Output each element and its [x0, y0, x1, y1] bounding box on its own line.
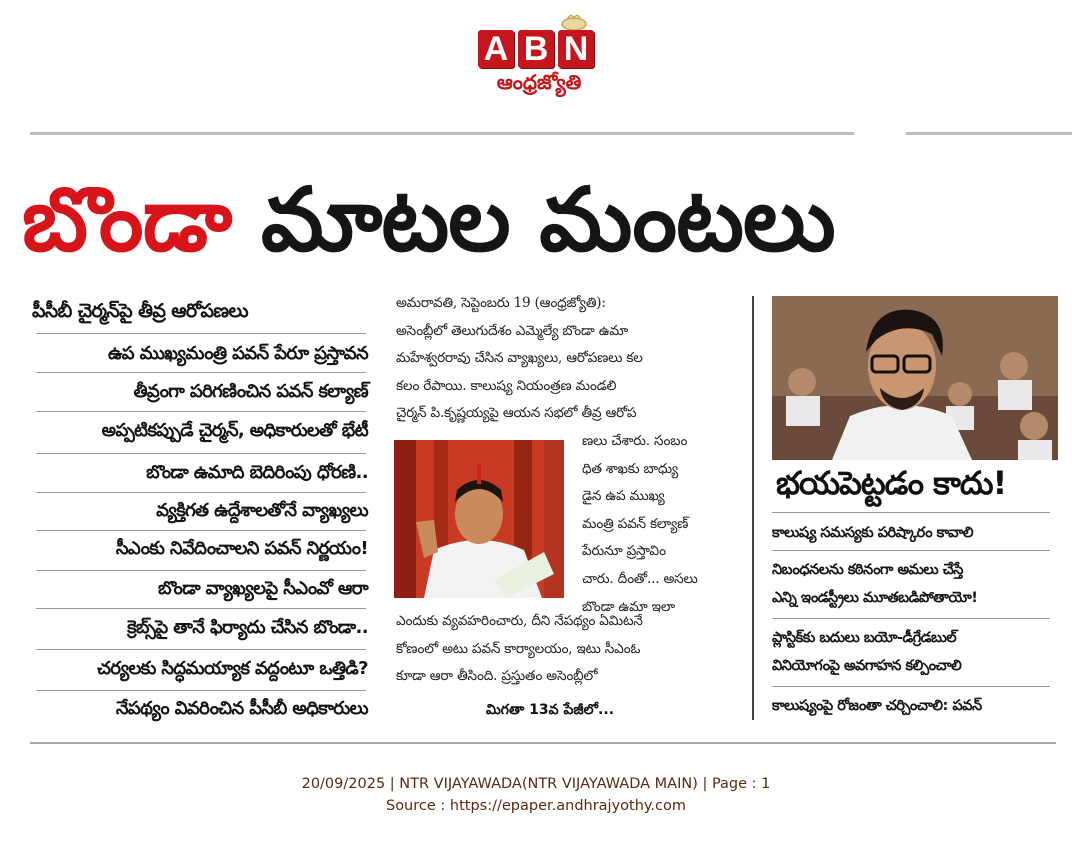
article-line: చైర్మన్ పి.కృష్ణయ్యపై ఆయన సభలో తీవ్ర ఆరోప: [396, 405, 637, 422]
right-separator: [772, 512, 1050, 513]
deck-line: బొండా వ్యాఖ్యలపై సీఎంవో ఆరా: [157, 578, 368, 599]
article-line: చారు. దీంతో... అసలు: [582, 570, 698, 587]
logo-letter-b: B: [518, 30, 554, 68]
right-line: కాలుష్యంపై రోజంతా చర్చించాలి: పవన్: [772, 698, 982, 714]
deck-separator: [36, 530, 366, 531]
article-line: కలం రేపాయి. కాలుష్య నియంత్రణ మండలి: [396, 377, 617, 394]
article-line: పేరునూ ప్రస్తావిం: [582, 543, 666, 560]
logo-subtitle: ఆంధ్రజ్యోతి: [496, 70, 582, 94]
footer-source: Source : https://epaper.andhrajyothy.com: [385, 798, 687, 814]
article-line: అమరావతి, సెప్టెంబరు 19 (ఆంధ్రజ్యోతి):: [396, 295, 606, 311]
right-separator: [772, 686, 1050, 687]
logo-letter-n: N: [558, 30, 594, 68]
headline: [22, 160, 1062, 280]
deck-separator: [36, 333, 366, 334]
deck-line: క్రెబ్స్‌పై తానే ఫిర్యాదు చేసిన బొండా..: [127, 617, 368, 638]
cup-icon: [558, 8, 590, 32]
article-line: ఎందుకు వ్యవహరించారు, దీని నేపథ్యం ఏమిటనే: [396, 613, 643, 629]
article-line: అసెంబ్లీలో తెలుగుదేశం ఎమ్మెల్యే బొండా ఉమా: [396, 322, 628, 339]
right-line: వినియోగంపై అవగాహన కల్పించాలి: [772, 658, 962, 674]
right-separator: [772, 618, 1050, 619]
deck-separator: [36, 608, 366, 609]
deck-separator: [36, 411, 366, 412]
deck-line: బొండా ఉమాది బెదిరింపు ధోరణి..: [146, 462, 368, 483]
right-line: ఎన్ని ఇండస్ట్రీలు మూతబడిపోతాయో!: [772, 590, 978, 606]
footer-dateline: 20/09/2025 | NTR VIJAYAWADA(NTR VIJAYAWADA MAIN) | Page : 1: [301, 776, 771, 792]
deck-line: అప్పటికప్పుడే చైర్మన్, అధికారులతో భేటీ: [101, 420, 368, 441]
right-line: ప్లాస్టిక్‌కు బదులు బయో-డీగ్రేడబుల్: [772, 630, 957, 646]
article-side: [582, 428, 738, 621]
deck-separator: [36, 570, 366, 571]
deck-line: వ్యక్తిగత ఉద్దేశాలతోనే వ్యాఖ్యలు: [156, 500, 368, 521]
deck-line: చర్యలకు సిద్ధమయ్యాక వద్దంటూ ఒత్తిడి?: [97, 658, 368, 679]
top-rule-left: [30, 132, 854, 135]
deck-separator: [36, 649, 366, 650]
article-line: కూడా ఆరా తీసింది. ప్రస్తుతం అసెంబ్లీలో: [396, 668, 598, 685]
deck-line: నేపథ్యం వివరించిన పీసీబీ అధికారులు: [115, 698, 368, 719]
headline-red: బొండా: [22, 168, 232, 271]
article-line: కోణంలో అటు పవన్ కార్యాలయం, ఇటు సీఎంఓ: [396, 640, 641, 657]
deck-separator: [36, 372, 366, 373]
right-separator: [772, 550, 1050, 551]
article-line: డైన ఉప ముఖ్య: [582, 488, 665, 505]
headline-black: మాటల మంటలు: [260, 168, 835, 271]
deck-line: సీఎంకు నివేదించాలని పవన్ నిర్ణయం!: [115, 538, 368, 559]
article-photo: [394, 440, 564, 598]
continued-note: మిగతా 13వ పేజీలో...: [486, 702, 615, 718]
bottom-rule: [30, 742, 1056, 744]
article-top: [396, 290, 736, 428]
logo-letter-a: A: [478, 30, 514, 68]
pawan-photo: [772, 296, 1058, 460]
deck-separator: [36, 453, 366, 454]
article-line: బొండా ఉమా ఇలా: [582, 598, 675, 615]
article-bottom: [396, 608, 736, 691]
deck-line: పీసీబీ చైర్మన్‌పై తీవ్ర ఆరోపణలు: [32, 300, 248, 322]
column-divider: [752, 296, 754, 720]
abn-logo: [470, 8, 610, 108]
deck-line: తీవ్రంగా పరిగణించిన పవన్ కల్యాణ్: [133, 381, 368, 402]
right-line: కాలుష్య సమస్యకు పరిష్కారం కావాలి: [772, 525, 974, 541]
right-box-title: భయపెట్టడం కాదు!: [776, 464, 1007, 502]
deck-separator: [36, 492, 366, 493]
deck-separator: [36, 690, 366, 691]
right-line: నిబంధనలను కఠినంగా అమలు చేస్తే: [772, 562, 963, 578]
article-line: మంత్రి పవన్ కల్యాణ్: [582, 515, 689, 532]
deck-line: ఉప ముఖ్యమంత్రి పవన్ పేరూ ప్రస్తావన: [108, 343, 368, 364]
top-rule-right: [906, 132, 1072, 135]
article-line: ణలు చేశారు. సంబం: [582, 433, 688, 449]
article-line: ధిత శాఖకు బాధ్యు: [582, 460, 679, 477]
article-line: మహేశ్వరరావు చేసిన వ్యాఖ్యలు, ఆరోపణలు కల: [396, 350, 643, 367]
